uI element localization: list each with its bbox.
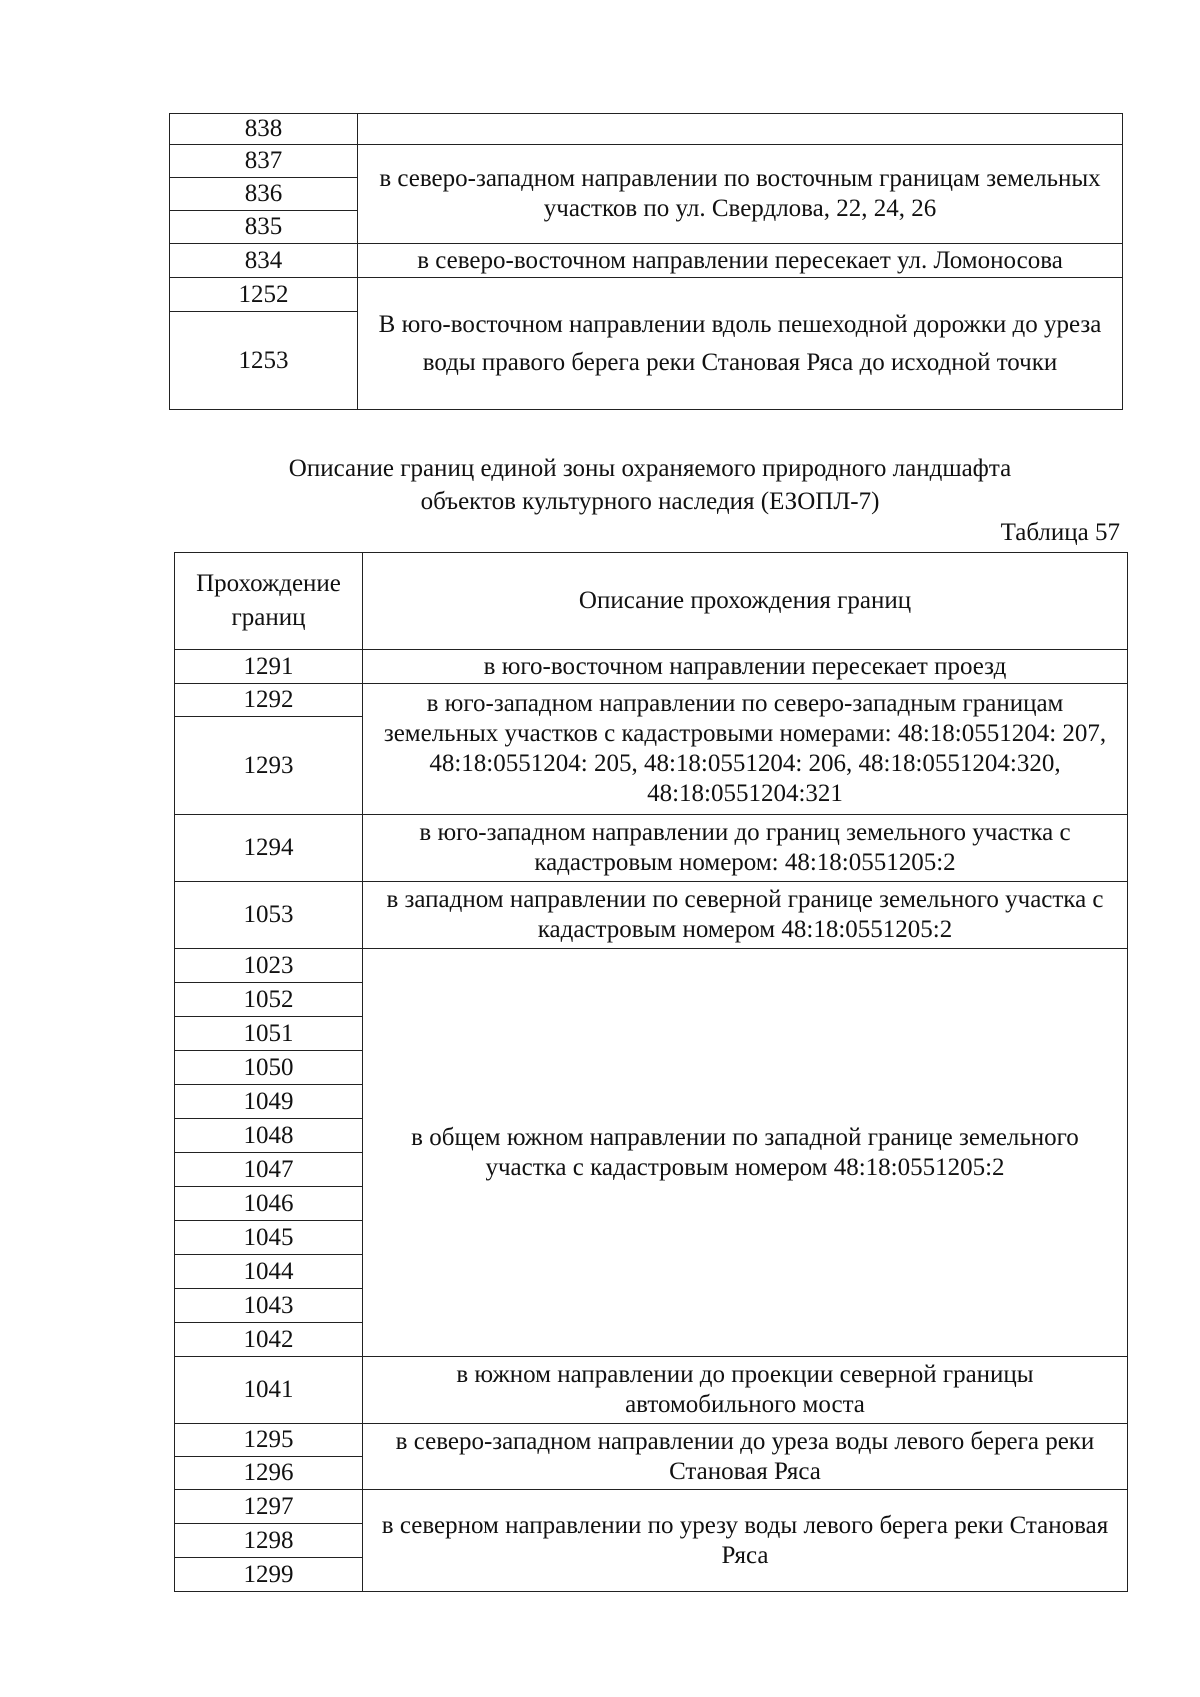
point-number-cell: 1253 xyxy=(170,312,358,410)
section-title-line-1: Описание границ единой зоны охраняемого природного ландшафта xyxy=(288,455,1012,482)
column-header-points xyxy=(175,553,363,650)
point-number-cell: 1294 xyxy=(175,815,363,882)
point-number-cell: 1299 xyxy=(175,1558,363,1592)
point-number-cell: 1252 xyxy=(170,278,358,312)
point-number-cell: 1043 xyxy=(175,1289,363,1323)
column-header-points-line-1: Прохождение xyxy=(196,570,341,597)
point-number-cell: 1051 xyxy=(175,1017,363,1051)
point-number-cell: 1297 xyxy=(175,1490,363,1524)
description-cell xyxy=(358,114,1123,145)
description-cell: В юго-восточном направлении вдоль пешеходной дорожки до уреза воды правого берега реки Становая Ряса до исходной точки xyxy=(358,278,1123,410)
description-cell: в северном направлении по урезу воды левого берега реки Становая Ряса xyxy=(363,1490,1128,1592)
point-number-cell: 1049 xyxy=(175,1085,363,1119)
point-number-cell: 1291 xyxy=(175,650,363,684)
point-number-cell: 1053 xyxy=(175,882,363,949)
description-cell: в западном направлении по северной границе земельного участка с кадастровым номером 48:18:0551205:2 xyxy=(363,882,1128,949)
point-number-cell: 1296 xyxy=(175,1457,363,1490)
point-number-cell: 838 xyxy=(170,114,358,145)
point-number-cell: 1293 xyxy=(175,717,363,815)
point-number-cell: 1041 xyxy=(175,1357,363,1424)
point-number-cell: 1052 xyxy=(175,983,363,1017)
description-cell: в юго-восточном направлении пересекает проезд xyxy=(363,650,1128,684)
description-cell: в северо-западном направлении до уреза воды левого берега реки Становая Ряса xyxy=(363,1424,1128,1490)
point-number-cell: 837 xyxy=(170,145,358,178)
point-number-cell: 834 xyxy=(170,244,358,278)
column-header-description: Описание прохождения границ xyxy=(363,553,1128,650)
description-cell: в северо-западном направлении по восточным границам земельных участков по ул. Свердлова, 22, 24, 26 xyxy=(358,145,1123,244)
description-cell: в общем южном направлении по западной границе земельного участка с кадастровым номером 48:18:0551205:2 xyxy=(363,949,1128,1357)
boundary-table-57 xyxy=(174,552,1128,1592)
point-number-cell: 1044 xyxy=(175,1255,363,1289)
top-boundary-table xyxy=(169,113,1123,410)
description-cell: в юго-западном направлении до границ земельного участка с кадастровым номером: 48:18:0551205:2 xyxy=(363,815,1128,882)
point-number-cell: 835 xyxy=(170,211,358,244)
point-number-cell: 1295 xyxy=(175,1424,363,1457)
description-cell: в юго-западном направлении по северо-западным границам земельных участков с кадастровыми номерами: 48:18:0551204: 207, 48:18:0551204: 205, 48:18:0551204: 206, 48:18:0551204:320, 48:18:0551204:321 xyxy=(363,684,1128,815)
point-number-cell: 1045 xyxy=(175,1221,363,1255)
table-number: Таблица 57 xyxy=(1000,519,1120,546)
point-number-cell: 1047 xyxy=(175,1153,363,1187)
point-number-cell: 1042 xyxy=(175,1323,363,1357)
point-number-cell: 836 xyxy=(170,178,358,211)
description-cell: в северо-восточном направлении пересекает ул. Ломоносова xyxy=(358,244,1123,278)
point-number-cell: 1050 xyxy=(175,1051,363,1085)
point-number-cell: 1048 xyxy=(175,1119,363,1153)
section-title-line-2: объектов культурного наследия (ЕЗОПЛ-7) xyxy=(420,488,880,515)
column-header-points-line-2: границ xyxy=(231,604,306,631)
description-cell: в южном направлении до проекции северной границы автомобильного моста xyxy=(363,1357,1128,1424)
point-number-cell: 1298 xyxy=(175,1524,363,1558)
point-number-cell: 1046 xyxy=(175,1187,363,1221)
point-number-cell: 1292 xyxy=(175,684,363,717)
point-number-cell: 1023 xyxy=(175,949,363,983)
